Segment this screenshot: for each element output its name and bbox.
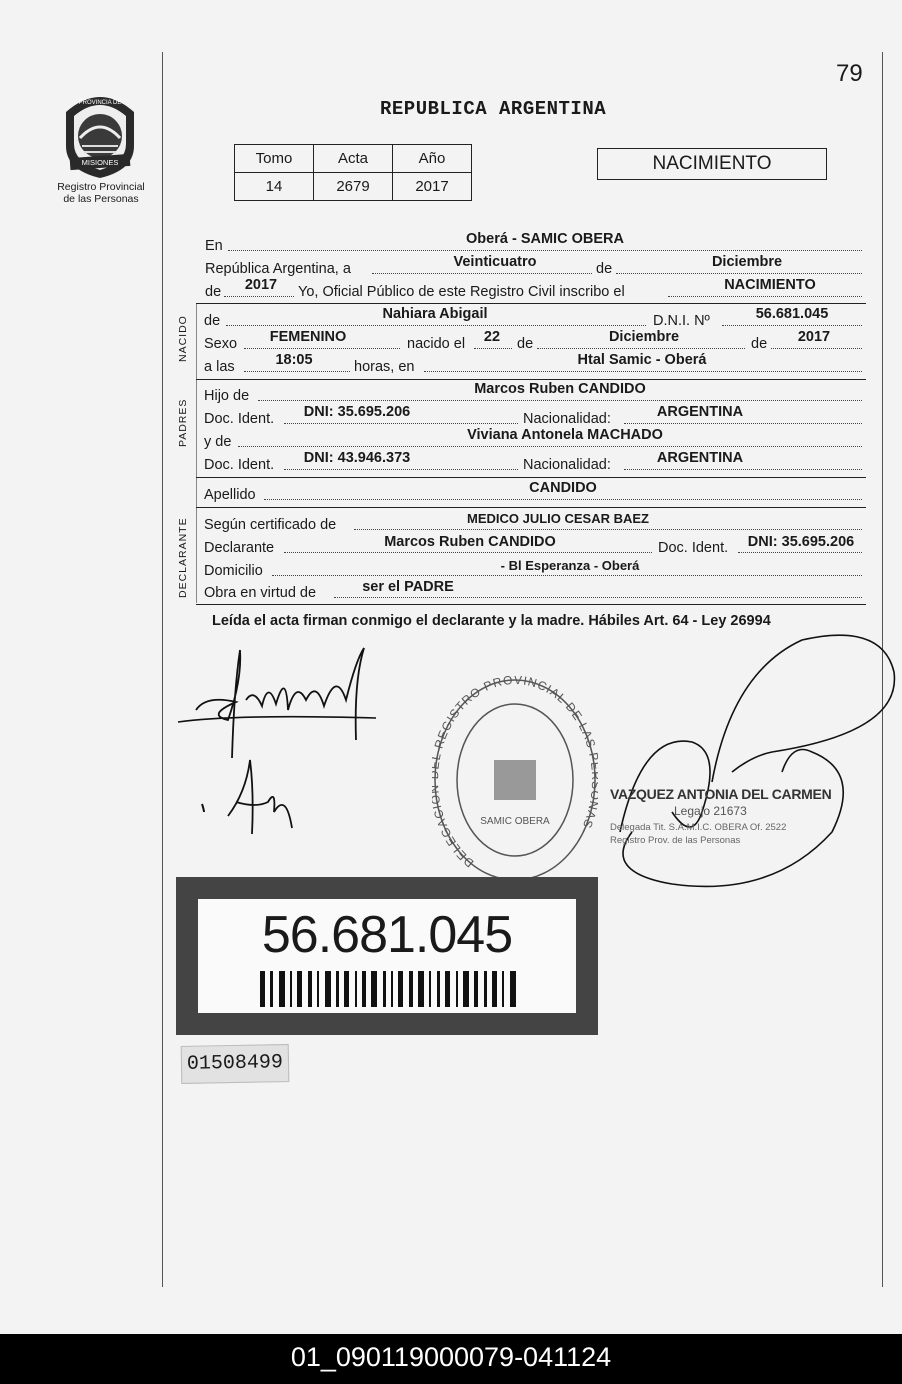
seal-ring-text: DELEGAC REGISTRO PROVINCIAL DE LAS AS [432, 676, 598, 871]
nacido-el-label: nacido el [407, 336, 466, 352]
de-label-intro: de [596, 261, 613, 277]
certificado-label: Según certificado de [204, 517, 337, 533]
declarant-doc-label: Doc. Ident. [658, 540, 729, 556]
seal-center-text: SAMIC OBERA [480, 816, 550, 827]
record-value-acta: 2679 [314, 173, 393, 201]
dotted-line [238, 446, 862, 447]
control-number: 01508499 [181, 1044, 290, 1084]
mother-name-value: Viviana Antonela MACHADO [467, 427, 663, 443]
official-signature [612, 632, 902, 898]
dotted-line [264, 499, 862, 500]
section-separator [196, 604, 866, 605]
a-las-label: a las [204, 359, 235, 375]
place-value: Oberá - SAMIC OBERA [466, 231, 624, 247]
mother-doc-value: DNI: 43.946.373 [303, 450, 411, 466]
logo-caption-line2: de las Personas [63, 193, 139, 205]
closing-statement: Leída el acta firman conmigo el declarante y la madre. Hábiles Art. 64 - Ley 26994 [212, 613, 771, 629]
mother-signature [196, 752, 306, 842]
declarant-name-value: Marcos Ruben CANDIDO [384, 534, 556, 550]
obra-label: Obra en virtud de [204, 585, 317, 601]
father-doc-label: Doc. Ident. [204, 411, 275, 427]
dotted-line [668, 296, 862, 297]
father-nationality-label: Nacionalidad: [523, 411, 611, 427]
dotted-line [334, 597, 862, 598]
birth-year-value: 2017 [797, 329, 831, 345]
birth-month-value: Diciembre [608, 329, 680, 345]
oficial-text: Yo, Oficial Público de este Registro Civil inscribo el [298, 284, 625, 300]
birth-de-label-2: de [751, 336, 768, 352]
section-separator [196, 477, 866, 478]
mother-nationality-value: ARGENTINA [656, 450, 744, 466]
certificate-value: MEDICO JULIO CESAR BAEZ [466, 511, 649, 526]
dotted-line [722, 325, 862, 326]
document-type-box: NACIMIENTO [597, 148, 827, 180]
dotted-line [738, 552, 862, 553]
y-de-label: y de [204, 434, 232, 450]
misiones-coat-of-arms-logo [60, 86, 140, 182]
dotted-line [537, 348, 745, 349]
page-number: 79 [836, 60, 863, 87]
birth-place-value: Htal Samic - Oberá [577, 352, 707, 368]
sexo-value: FEMENINO [269, 329, 347, 345]
record-header-tomo: Tomo [235, 145, 314, 173]
record-header-acta: Acta [314, 145, 393, 173]
section-separator [196, 379, 866, 380]
dotted-line [284, 423, 518, 424]
dotted-line [226, 325, 646, 326]
dotted-line [284, 552, 652, 553]
footer-code: 01_090119000079-041124 [290, 1342, 612, 1372]
registry-seal [432, 676, 598, 884]
capacity-value: ser el PADRE [362, 579, 454, 595]
declarante-section-label: DECLARANTE [177, 517, 189, 598]
declarant-signature [176, 640, 386, 760]
dotted-line [224, 296, 294, 297]
section-divider-line [196, 303, 197, 603]
apellido-value: CANDIDO [529, 480, 597, 496]
domicilio-label: Domicilio [204, 563, 263, 579]
official-title: Delegada Tit. S.A.M.I.C. OBERA Of. 2522 [610, 822, 787, 833]
logo-arc-text: PROVINCIA DE [78, 100, 122, 106]
section-separator [196, 303, 866, 304]
dotted-line [474, 348, 512, 349]
republica-label: República Argentina, a [205, 261, 351, 277]
section-separator [196, 507, 866, 508]
barcode-inner-panel [198, 899, 576, 1013]
record-table-value-row [235, 173, 472, 201]
father-nationality-value: ARGENTINA [656, 404, 744, 420]
father-name-value: Marcos Ruben CANDIDO [474, 381, 646, 397]
dotted-line [616, 273, 862, 274]
record-table-header-row [235, 145, 472, 173]
record-value-tomo: 14 [235, 173, 314, 201]
address-value: - Bl Esperanza - Oberá [500, 558, 640, 573]
dotted-line [244, 348, 400, 349]
day-words-value: Veinticuatro [453, 254, 537, 270]
mother-nationality-label: Nacionalidad: [523, 457, 611, 473]
record-value-ano: 2017 [393, 173, 472, 201]
dotted-line [244, 371, 350, 372]
dotted-line [272, 575, 862, 576]
dotted-line [354, 529, 862, 530]
birth-time-value: 18:05 [275, 352, 313, 368]
dni-big-number: 56.681.045 [261, 906, 513, 964]
record-table [234, 144, 472, 201]
logo-caption-line1: Registro Provincial [57, 181, 145, 193]
official-legajo: Legajo 21673 [674, 804, 747, 818]
dotted-line [284, 469, 518, 470]
mother-doc-label: Doc. Ident. [204, 457, 275, 473]
dotted-line [624, 469, 862, 470]
padres-section-label: PADRES [177, 398, 189, 447]
year-value: 2017 [244, 277, 278, 293]
record-header-ano: Año [393, 145, 472, 173]
dotted-line [424, 371, 862, 372]
dotted-line [771, 348, 862, 349]
declarant-doc-value: DNI: 35.695.206 [747, 534, 855, 550]
month-value: Diciembre [711, 254, 783, 270]
sexo-label: Sexo [204, 336, 238, 352]
apellido-label: Apellido [204, 487, 256, 503]
de-label-year: de [205, 284, 222, 300]
dotted-line [372, 273, 592, 274]
dni-label: D.N.I. Nº [653, 313, 710, 329]
logo-caption [42, 181, 160, 205]
act-type-value: NACIMIENTO [724, 277, 816, 293]
footer-bar [0, 1334, 902, 1384]
dotted-line [258, 400, 862, 401]
barcode [260, 971, 516, 1007]
birth-day-value: 22 [483, 329, 501, 345]
official-stamp [610, 786, 850, 846]
dni-barcode-card [176, 877, 598, 1035]
declarante-label: Declarante [204, 540, 275, 556]
child-dni-value: 56.681.045 [755, 306, 829, 322]
en-label: En [205, 238, 223, 254]
nacido-de-label: de [204, 313, 221, 329]
father-doc-value: DNI: 35.695.206 [303, 404, 411, 420]
dotted-line [624, 423, 862, 424]
horas-en-label: horas, en [354, 359, 415, 375]
logo-band-text: MISIONES [81, 158, 119, 167]
birth-de-label: de [517, 336, 534, 352]
child-name-value: Nahiara Abigail [382, 306, 488, 322]
dotted-line [228, 250, 862, 251]
official-name: VAZQUEZ ANTONIA DEL CARMEN [610, 786, 832, 802]
hijo-de-label: Hijo de [204, 388, 250, 404]
left-margin-line [162, 52, 163, 1287]
official-registry: Registro Prov. de las Personas [610, 835, 741, 846]
nacido-section-label: NACIDO [177, 315, 189, 362]
document-title: REPUBLICA ARGENTINA [380, 98, 607, 120]
